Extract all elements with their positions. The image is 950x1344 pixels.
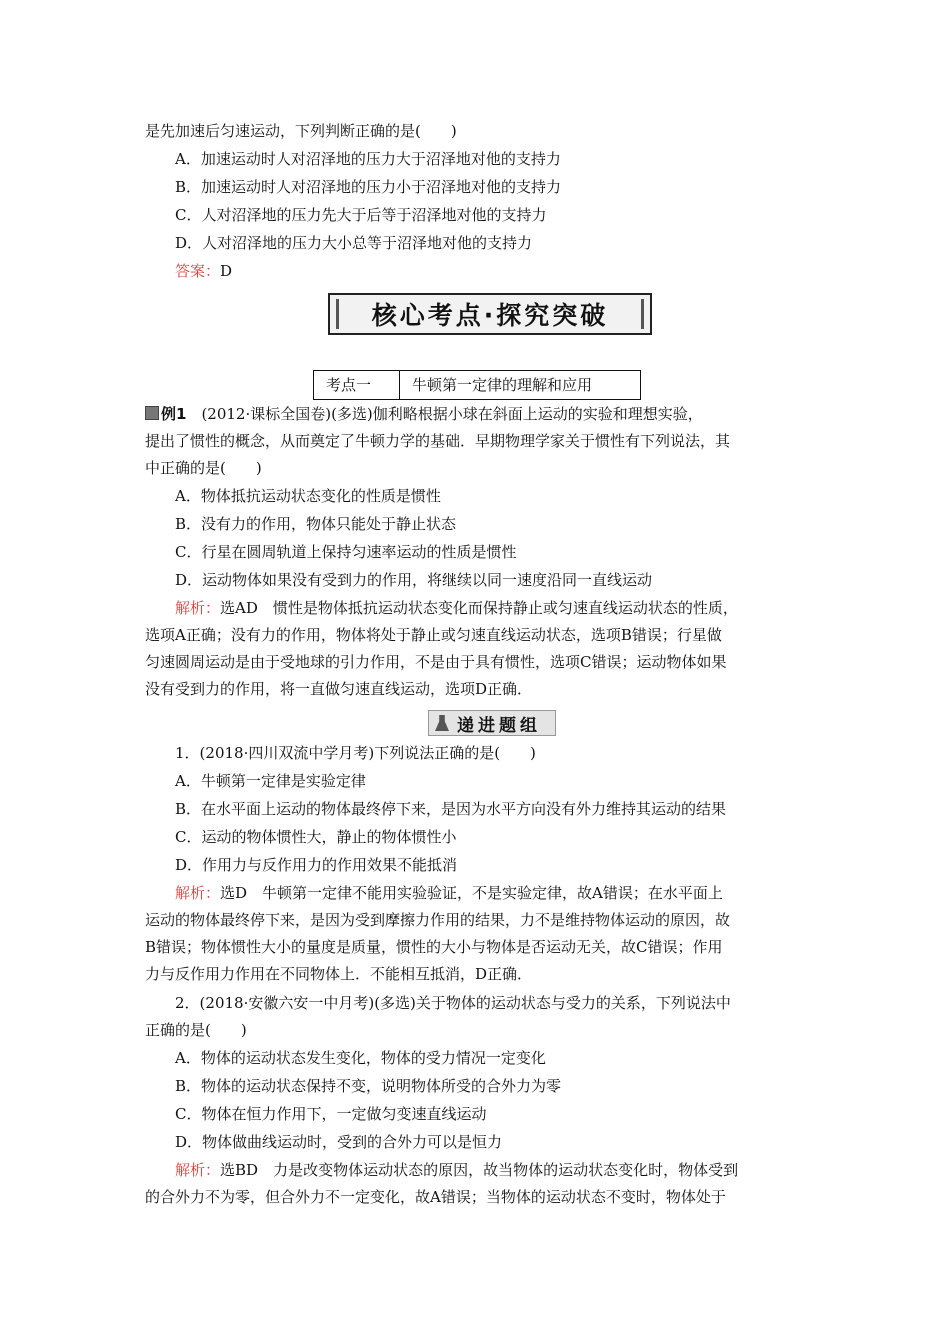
q1-analysis-line-2: 运动的物体最终停下来，是因为受到摩擦力作用的结果，力不是维持物体运动的原因，故 — [145, 911, 731, 929]
example-1-analysis-line-3: 匀速圆周运动是由于受地球的引力作用，不是由于具有惯性，选项C错误；运动物体如果 — [145, 653, 727, 671]
section-banner — [328, 293, 652, 335]
example-1-option-c: C．行星在圆周轨道上保持匀速率运动的性质是惯性 — [175, 543, 517, 561]
q2-option-b: B．物体的运动状态保持不变，说明物体所受的合外力为零 — [175, 1077, 562, 1095]
option-b: B．加速运动时人对沼泽地的压力小于沼泽地对他的支持力 — [175, 178, 562, 196]
q1-option-a: A．牛顿第一定律是实验定律 — [175, 772, 366, 790]
analysis-label: 解析： — [175, 884, 221, 902]
example-tag: 例1 — [161, 405, 187, 423]
analysis-label: 解析： — [175, 599, 221, 617]
question-continuation: 是先加速后匀速运动，下列判断正确的是( ) — [145, 122, 457, 140]
answer-label: 答案： — [175, 262, 221, 280]
q1-option-d: D．作用力与反作用力的作用效果不能抵消 — [175, 856, 458, 874]
option-a: A．加速运动时人对沼泽地的压力大于沼泽地对他的支持力 — [175, 150, 561, 168]
practice-group-title: 递进题组 — [457, 715, 541, 736]
q1-option-c: C．运动的物体惯性大，静止的物体惯性小 — [175, 828, 457, 846]
topic-table — [313, 370, 641, 400]
example-1-stem-line-1: 例1 (2012·课标全国卷)(多选)伽利略根据小球在斜面上运动的实验和理想实验， — [145, 404, 703, 424]
example-1-option-d: D．运动物体如果没有受到力的作用，将继续以同一速度沿同一直线运动 — [175, 571, 653, 589]
example-1-option-a: A．物体抵抗运动状态变化的性质是惯性 — [175, 487, 441, 505]
example-1-stem-line-2: 提出了惯性的概念，从而奠定了牛顿力学的基础．早期物理学家关于惯性有下列说法，其 — [145, 432, 731, 450]
example-1-analysis-line-2: 选项A正确；没有力的作用，物体将处于静止或匀速直线运动状态，选项B错误；行星做 — [145, 626, 722, 644]
flask-icon — [435, 715, 449, 731]
topic-label: 考点一 — [314, 371, 400, 399]
q2-option-d: D．物体做曲线运动时，受到的合外力可以是恒力 — [175, 1133, 503, 1151]
q2-option-a: A．物体的运动状态发生变化，物体的受力情况一定变化 — [175, 1049, 546, 1067]
option-c: C．人对沼泽地的压力先大于后等于沼泽地对他的支持力 — [175, 206, 547, 224]
q2-stem-line-2: 正确的是( ) — [145, 1021, 247, 1039]
example-1-analysis-line-1: 解析：选AD 惯性是物体抵抗运动状态变化而保持静止或匀速直线运动状态的性质， — [175, 599, 738, 617]
q2-analysis-line-2: 的合外力不为零，但合外力不一定变化，故A错误；当物体的运动状态不变时，物体处于 — [145, 1188, 726, 1206]
q2-analysis-line-1: 解析：选BD 力是改变物体运动状态的原因，故当物体的运动状态变化时，物体受到 — [175, 1161, 739, 1179]
analysis-label: 解析： — [175, 1161, 221, 1179]
q1-analysis-line-3: B错误；物体惯性大小的量度是质量，惯性的大小与物体是否运动无关，故C错误；作用 — [145, 938, 723, 956]
q1-analysis-line-1: 解析：选D 牛顿第一定律不能用实验验证，不是实验定律，故A错误；在水平面上 — [175, 884, 723, 902]
example-1-option-b: B．没有力的作用，物体只能处于静止状态 — [175, 515, 457, 533]
answer-line — [175, 261, 232, 281]
practice-group-banner — [428, 710, 556, 736]
example-1-analysis-line-4: 没有受到力的作用，将一直做匀速直线运动，选项D正确． — [145, 680, 533, 698]
example-1-stem-line-3: 中正确的是( ) — [145, 459, 262, 477]
q1-stem: 1．(2018·四川双流中学月考)下列说法正确的是( ) — [175, 744, 536, 762]
q2-stem-line-1: 2．(2018·安徽六安一中月考)(多选)关于物体的运动状态与受力的关系，下列说法中 — [175, 994, 731, 1012]
q1-option-b: B．在水平面上运动的物体最终停下来，是因为水平方向没有外力维持其运动的结果 — [175, 800, 727, 818]
section-banner-title: 核心考点·探究突破 — [371, 301, 609, 330]
example-icon — [145, 406, 159, 420]
option-d: D．人对沼泽地的压力大小总等于沼泽地对他的支持力 — [175, 234, 533, 252]
q1-analysis-line-4: 力与反作用力作用在不同物体上．不能相互抵消，D正确． — [145, 965, 533, 983]
answer-value: D — [220, 262, 233, 280]
q2-option-c: C．物体在恒力作用下，一定做匀变速直线运动 — [175, 1105, 487, 1123]
topic-title: 牛顿第一定律的理解和应用 — [412, 376, 593, 394]
